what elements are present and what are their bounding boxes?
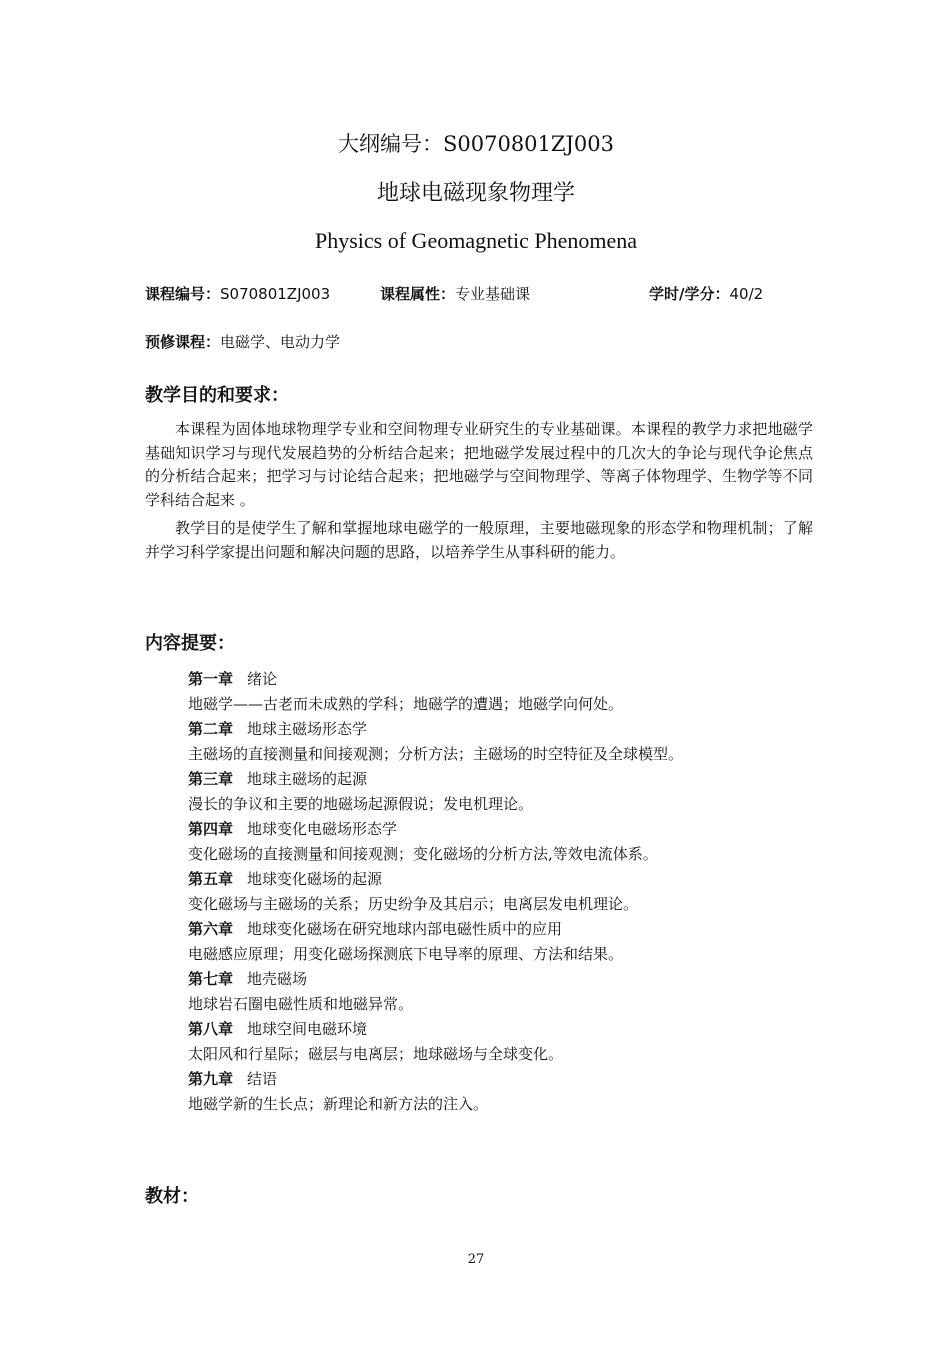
chapter-number: 第六章	[188, 920, 234, 938]
page-number: 27	[467, 1252, 485, 1267]
chapter-1-title	[188, 667, 828, 692]
chapter-number: 第四章	[188, 820, 234, 838]
chapter-number: 第八章	[188, 1020, 234, 1038]
chapter-name: 结语	[247, 1070, 278, 1088]
prerequisites	[145, 331, 340, 352]
chapter-4-desc: 变化磁场的直接测量和间接观测；变化磁场的分析方法,等效电流体系。	[188, 845, 658, 863]
chapter-name: 地球主磁场的起源	[247, 770, 368, 788]
chapter-5-desc: 变化磁场与主磁场的关系；历史纷争及其启示；电离层发电机理论。	[188, 895, 639, 913]
chapter-6-desc: 电磁感应原理；用变化磁场探测底下电导率的原理、方法和结果。	[188, 945, 624, 963]
textbook-heading: 教材：	[145, 1186, 199, 1207]
chapter-2-desc: 主磁场的直接测量和间接观测；分析方法；主磁场的时空特征及全球模型。	[188, 745, 684, 763]
chapter-name: 地球变化磁场的起源	[247, 870, 383, 888]
chapter-2-title	[188, 717, 828, 742]
course-attribute-label: 课程属性：	[380, 285, 456, 303]
chapter-9-title	[188, 1067, 828, 1092]
chapter-6-title	[188, 917, 828, 942]
prerequisites-value: 电磁学、电动力学	[220, 333, 341, 351]
syllabus-number: 大纲编号：S0070801ZJ003	[337, 132, 614, 156]
chapter-9-desc: 地磁学新的生长点；新理论和新方法的注入。	[188, 1095, 489, 1113]
course-title-cn: 地球电磁现象物理学	[376, 181, 575, 206]
chapter-4-title	[188, 817, 828, 842]
chapter-name: 地球变化电磁场形态学	[247, 820, 398, 838]
course-hours	[649, 283, 763, 304]
contents-heading: 内容提要：	[145, 633, 235, 654]
course-attribute	[380, 283, 530, 304]
chapter-name: 地球空间电磁环境	[247, 1020, 368, 1038]
chapter-number: 第一章	[188, 670, 234, 688]
chapter-name: 地壳磁场	[247, 970, 308, 988]
chapter-name: 地球主磁场形态学	[247, 720, 368, 738]
course-hours-value: 40/2	[729, 285, 764, 303]
chapter-7-desc: 地球岩石圈电磁性质和地磁异常。	[188, 995, 414, 1013]
chapter-name: 地球变化磁场在研究地球内部电磁性质中的应用	[247, 920, 563, 938]
course-title-en: Physics of Geomagnetic Phenomena	[315, 228, 637, 253]
chapter-8-desc: 太阳风和行星际；磁层与电离层；地球磁场与全球变化。	[188, 1045, 564, 1063]
chapter-3-desc: 漫长的争议和主要的地磁场起源假说；发电机理论。	[188, 795, 534, 813]
objectives-paragraph-1: 本课程为固体地球物理学专业和空间物理专业研究生的专业基础课。本课程的教学力求把地磁学基础知识学习与现代发展趋势的分析结合起来；把地磁学发展过程中的几次大的争论与现代争论焦点的分析结合起来；把学习与讨论结合起来；把地磁学与空间物理学、等离子体物理学、生物学等不同学科结合起来 。	[145, 420, 813, 509]
chapter-name: 绪论	[247, 670, 278, 688]
course-code-value: S070801ZJ003	[220, 285, 331, 303]
chapter-8-title	[188, 1017, 828, 1042]
chapter-1-desc: 地磁学——古老而未成熟的学科；地磁学的遭遇；地磁学向何处。	[188, 695, 624, 713]
objectives-heading: 教学目的和要求：	[145, 385, 289, 406]
chapter-7-title	[188, 967, 828, 992]
course-hours-label: 学时/学分：	[649, 285, 730, 303]
chapter-number: 第二章	[188, 720, 234, 738]
chapter-3-title	[188, 767, 828, 792]
objectives-paragraph-2: 教学目的是使学生了解和掌握地球电磁学的一般原理，主要地磁现象的形态学和物理机制；了解并学习科学家提出问题和解决问题的思路，以培养学生从事科研的能力。	[145, 519, 813, 561]
chapter-number: 第七章	[188, 970, 234, 988]
chapter-number: 第三章	[188, 770, 234, 788]
course-code-label: 课程编号：	[145, 285, 221, 303]
prerequisites-label: 预修课程：	[145, 333, 221, 351]
chapter-list	[188, 667, 828, 1117]
chapter-5-title	[188, 867, 828, 892]
course-attribute-value: 专业基础课	[455, 285, 531, 303]
chapter-number: 第五章	[188, 870, 234, 888]
course-code	[145, 283, 330, 304]
chapter-number: 第九章	[188, 1070, 234, 1088]
